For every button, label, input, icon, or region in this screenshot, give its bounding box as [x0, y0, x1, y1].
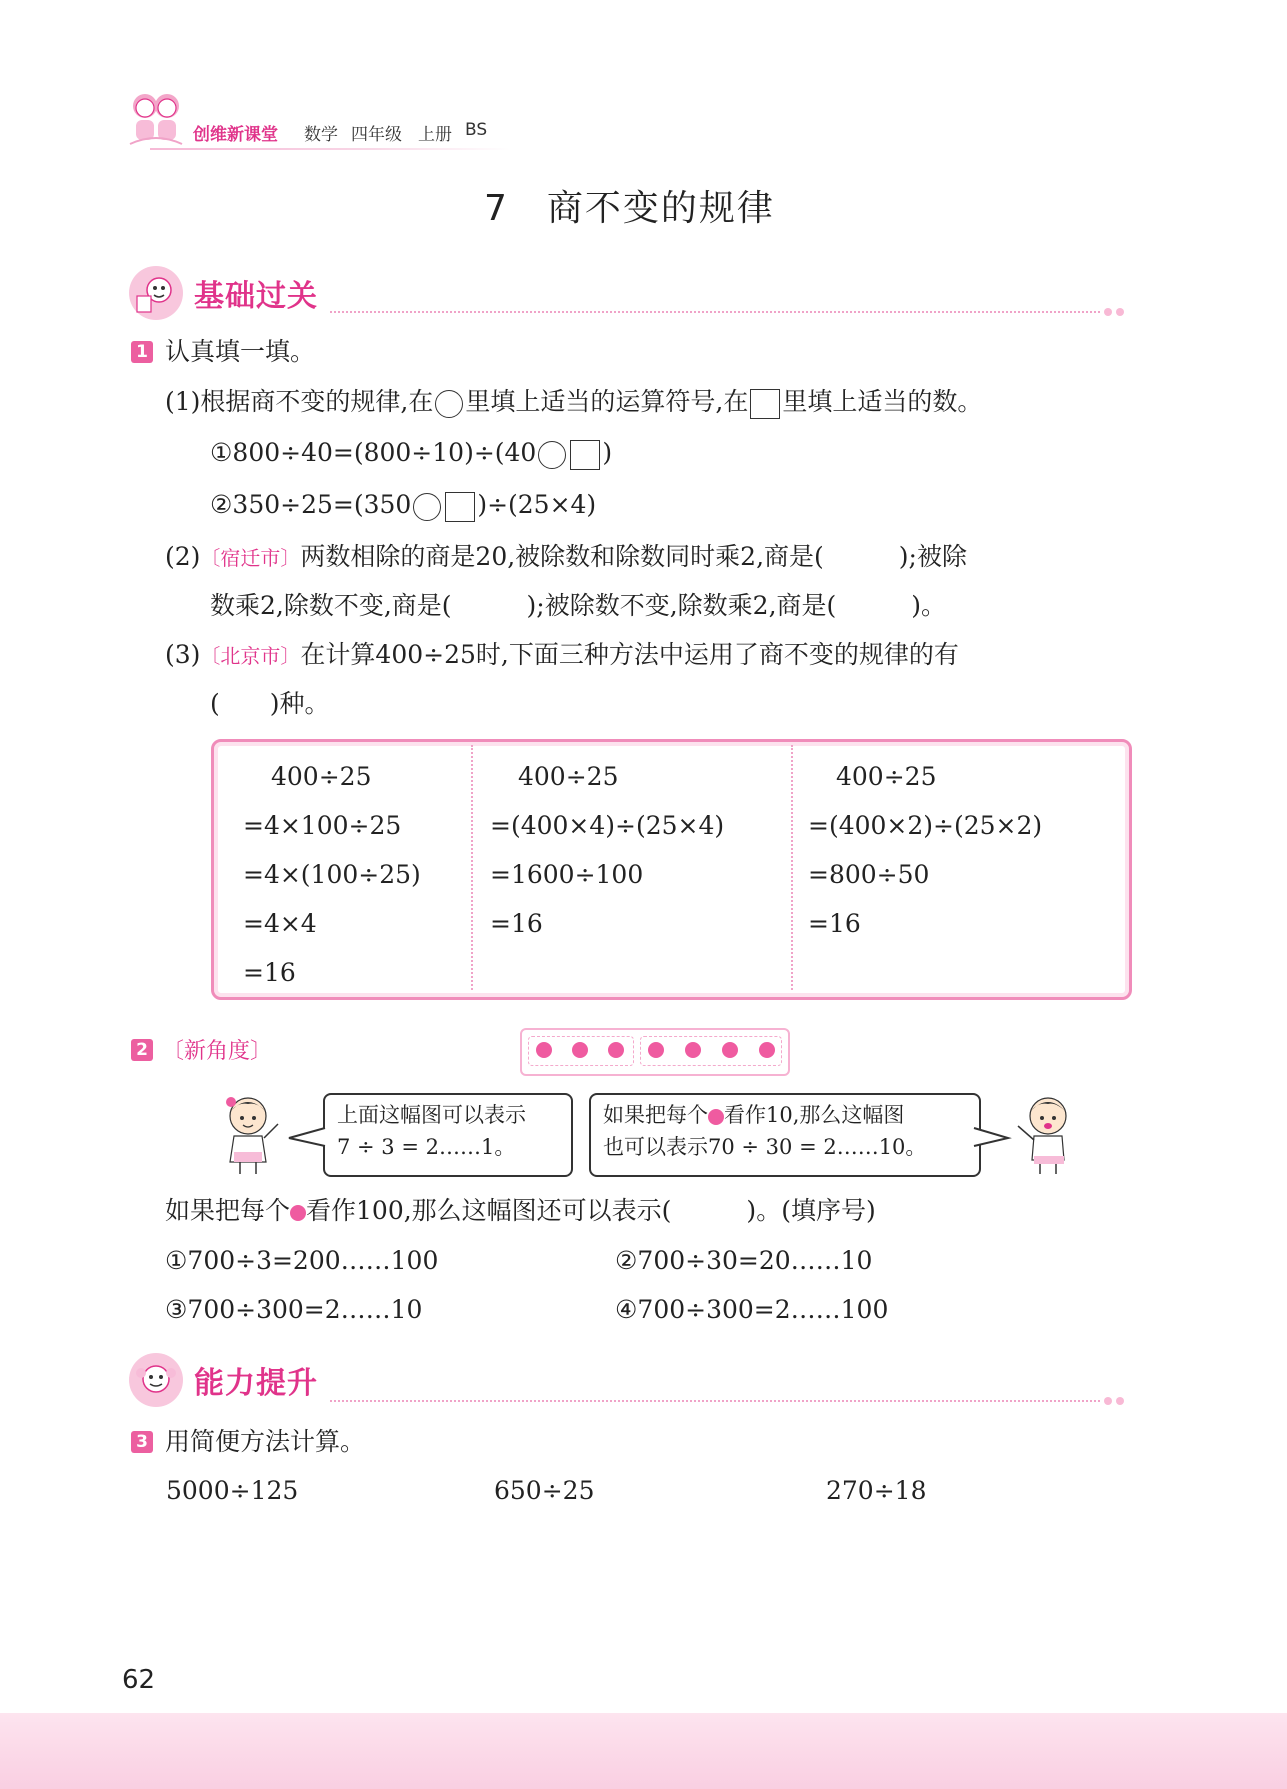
method-step: =4×100÷25 [243, 811, 402, 840]
method-step: =4×(100÷25) [243, 860, 421, 889]
q1-number-badge: 1 [131, 341, 153, 363]
page-title: 7 商不变的规律 [484, 188, 775, 229]
q1-part2-line2: 数乘2,除数不变,商是( );被除数不变,除数乘2,商是( )。 [210, 591, 947, 620]
header-subject: 数学 [304, 125, 338, 145]
header-grade: 四年级 [351, 125, 402, 145]
q3-title: 用简便方法计算。 [165, 1427, 366, 1456]
method-step: =16 [490, 909, 543, 938]
method-1 [243, 752, 421, 997]
q3-problem-1: 5000÷125 [166, 1476, 299, 1505]
method-2 [490, 752, 724, 948]
section-ability-rule [330, 1400, 1100, 1402]
bubble-left-text [337, 1099, 526, 1163]
q3-problem-3: 270÷18 [826, 1476, 927, 1505]
dot-icon [708, 1109, 724, 1125]
method-step: 400÷25 [518, 762, 619, 791]
method-step: =4×4 [243, 909, 317, 938]
dot [685, 1042, 701, 1058]
section-basic-dots [1100, 301, 1124, 320]
q2-number-badge: 2 [131, 1039, 153, 1061]
header-edition: BS [465, 120, 488, 140]
dot [759, 1042, 775, 1058]
dot [536, 1042, 552, 1058]
bubble-line: 上面这幅图可以表示 [337, 1103, 526, 1127]
boy-character-icon [1010, 1090, 1076, 1174]
dot-icon [290, 1205, 306, 1221]
method-3 [808, 752, 1042, 948]
method-step: =16 [808, 909, 861, 938]
q2-option-2[interactable]: ②700÷30=20……10 [615, 1246, 873, 1275]
q2-question: 如果把每个 看作100,那么这幅图还可以表示( )。(填序号) [165, 1196, 876, 1225]
q1-part2-line1: (2)〔宿迁市〕两数相除的商是20,被除数和除数同时乘2,商是( );被除 [165, 542, 967, 571]
bubble-tail-right [972, 1126, 1012, 1154]
method-step: 400÷25 [271, 762, 372, 791]
girl-character-icon [222, 1090, 286, 1174]
method-step: =(400×2)÷(25×2) [808, 811, 1043, 840]
dot [722, 1042, 738, 1058]
q1-part3-line2: ( )种。 [210, 689, 330, 718]
region-tag: 〔北京市〕 [200, 644, 301, 668]
q3-number-badge: 3 [131, 1431, 153, 1453]
brand-name: 创维新课堂 [193, 125, 278, 145]
methods-divider [791, 745, 793, 990]
section-ability-title: 能力提升 [194, 1366, 318, 1401]
method-step: =800÷50 [808, 860, 930, 889]
bubble-right-text [603, 1099, 926, 1163]
bubble-tail-left [287, 1126, 327, 1154]
method-step: =(400×4)÷(25×4) [490, 811, 725, 840]
q2-option-4[interactable]: ④700÷300=2……100 [615, 1295, 889, 1324]
q2-option-1[interactable]: ①700÷3=200……100 [165, 1246, 439, 1275]
dot [648, 1042, 664, 1058]
header-mascot-icon [128, 88, 184, 148]
dot [572, 1042, 588, 1058]
bubble-line: 如果把每个 看作10,那么这幅图 [603, 1103, 905, 1127]
q1-part1-item1: ①800÷40=(800÷10)÷(40 ) [210, 436, 612, 470]
section-basic-rule [330, 311, 1100, 313]
q1-part3-line1: (3)〔北京市〕在计算400÷25时,下面三种方法中运用了商不变的规律的有 [165, 640, 959, 669]
answer-box-2[interactable] [445, 492, 475, 522]
q2-tag: 〔新角度〕 [162, 1039, 273, 1064]
q1-title: 认真填一填。 [165, 337, 316, 366]
answer-box-1[interactable] [570, 440, 600, 470]
section-ability-badge-icon [129, 1353, 183, 1407]
number-box-icon [750, 389, 780, 419]
q1-part1-item2: ②350÷25=(350 )÷(25×4) [210, 488, 596, 522]
footer-band [0, 1713, 1287, 1789]
bubble-line: 7 ÷ 3 = 2……1。 [337, 1135, 516, 1159]
q3-problem-2: 650÷25 [494, 1476, 595, 1505]
header-rule [150, 148, 510, 150]
section-basic-title: 基础过关 [194, 279, 318, 314]
section-basic-badge-icon [129, 266, 183, 320]
section-ability-dots [1100, 1390, 1124, 1409]
operator-circle-icon [435, 390, 463, 418]
method-step: =1600÷100 [490, 860, 644, 889]
header-volume: 上册 [418, 125, 452, 145]
method-step: =16 [243, 958, 296, 987]
methods-divider [471, 745, 473, 990]
bubble-line: 也可以表示70 ÷ 30 = 2……10。 [603, 1135, 927, 1159]
dot [608, 1042, 624, 1058]
q1-part1-instruction: (1)根据商不变的规律,在 里填上适当的运算符号,在 里填上适当的数。 [165, 385, 982, 419]
method-step: 400÷25 [836, 762, 937, 791]
answer-circle-2[interactable] [413, 493, 441, 521]
region-tag: 〔宿迁市〕 [200, 546, 301, 570]
page-number: 62 [122, 1665, 156, 1695]
q2-option-3[interactable]: ③700÷300=2……10 [165, 1295, 423, 1324]
answer-circle-1[interactable] [538, 441, 566, 469]
